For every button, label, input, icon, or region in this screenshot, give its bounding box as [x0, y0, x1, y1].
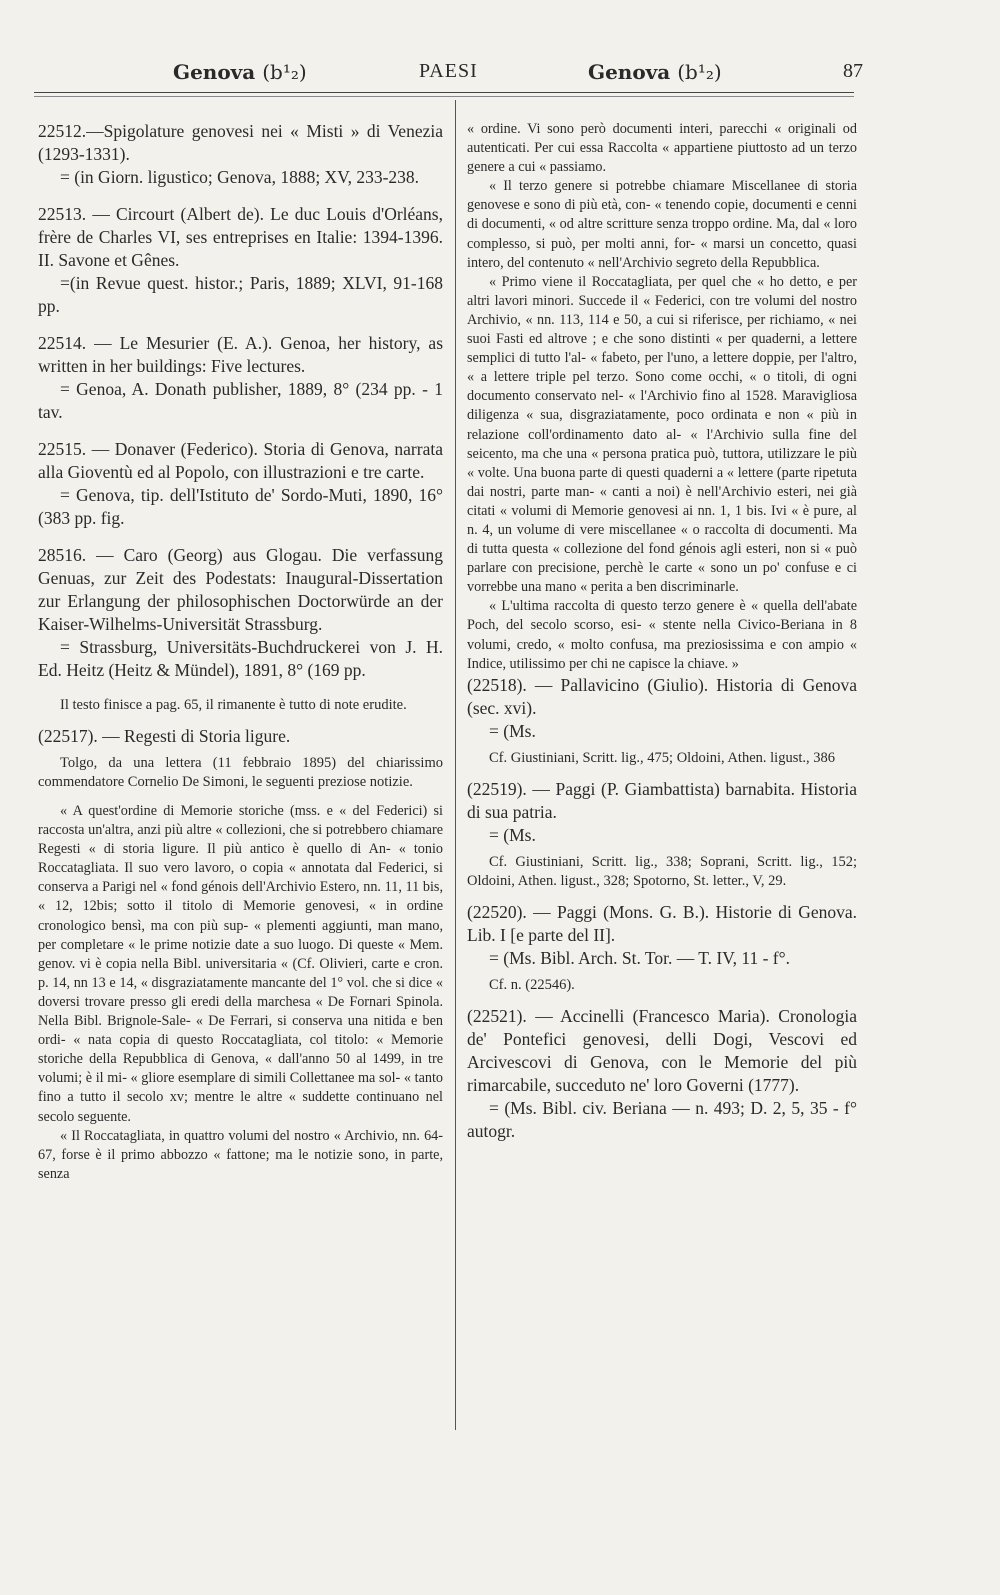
- entry-text: (22518). — Pallavicino (Giulio). Historia di Genova (sec. xvi).: [467, 674, 857, 718]
- page-number: 87: [843, 60, 863, 82]
- header-right-title: Genova (b¹₂): [588, 60, 722, 84]
- entry-publication: = (Ms. Bibl. civ. Beriana — n. 493; D. 2, 5, 35 - f° autogr.: [467, 1097, 857, 1141]
- entry-22519: [467, 778, 857, 847]
- header-center: PAESI: [419, 60, 478, 82]
- entry-publication: = Genoa, A. Donath publisher, 1889, 8° (234 pp. - 1 tav.: [38, 379, 443, 422]
- entry-22517: [38, 725, 443, 748]
- column-divider: [455, 100, 456, 1430]
- running-header: [40, 60, 863, 90]
- entry-text: 22512.—Spigolature genovesi nei « Misti » di Venezia (1293-1331).: [38, 121, 443, 164]
- right-column: [467, 120, 857, 1157]
- entry-text: (22520). — Paggi (Mons. G. B.). Historie di Genova. Lib. I [e parte del II].: [467, 901, 857, 945]
- entry-text: (22519). — Paggi (P. Giambattista) barnabita. Historia di sua patria.: [467, 778, 857, 822]
- entry-text: 22513. — Circourt (Albert de). Le duc Louis d'Orléans, frère de Charles VI, ses entreprises en Italie: 1394-1396. II. Savone et Gênes.: [38, 204, 443, 270]
- entry-publication: =(in Revue quest. histor.; Paris, 1889; XLVI, 91-168 pp.: [38, 273, 443, 316]
- quote-paragraph: « A quest'ordine di Memorie storiche (mss. e « del Federici) si raccosta un'altra, anzi più altre « collezioni, che si potrebbero chiamare Regesti « di storia ligure. Il più antico è quello di An- « tonio Roccatagliata. Il suo vero lavoro, o copia « annotata dal Federici, si conserva a Parigi nel « fond génois dell'Archivio Estero, nn. 11, 11 bis, « 12, 12bis; sotto il titolo di Memorie genovesi, « in ordine cronologico bensì, ma con più sup- « plementi aggiunti, man mano, per completare « le prime notizie date a suo luogo. Di queste « Mem. genov. vi è copia nella Bibl. universitaria « (Cf. Olivieri, carte e cron. p. 14, nn 13 e 14, « disgraziatamente mancante del 1° vol. che si dice « doversi trovare presso gli eredi della marchesa « De Fornari Spinola. Nella Bibl. Brignole-Sale- « De Ferrari, si conserva una nitida e ben ordi- « nata copia di questo Roccatagliata, col titolo: « Memorie storiche della Repubblica di Genova, « dall'anno 50 al 1499, in tre volumi; è il mi- « gliore esemplare di simili Collettanee ma sol- « tanto fino a tutto il secolo xv; mentre le altre « suddette continuano nel secolo seguente.: [38, 803, 443, 1125]
- header-rule: [34, 92, 854, 93]
- entry-text: 22515. — Donaver (Federico). Storia di Genova, narrata alla Gioventù ed al Popolo, con illustrazioni e tre carte.: [38, 439, 443, 482]
- entry-note: Il testo finisce a pag. 65, il rimanente è tutto di note erudite.: [60, 697, 407, 713]
- quote-paragraph: « Il terzo genere si potrebbe chiamare Miscellanee di storia genovese e sono di più età, con- « tenendo copie, documenti e cenni di documenti, « od altre scritture senza troppo ordine. Ma, dal « loro complesso, si può, per molti anni, for- « marsi un concetto, quasi intero, del contenuto « nell'Archivio segreto della Repubblica.: [467, 178, 857, 271]
- header-left-title: Genova (b¹₂): [173, 60, 307, 84]
- entry-publication: = (in Giorn. ligustico; Genova, 1888; XV, 233-238.: [60, 167, 420, 187]
- entry-text: 28516. — Caro (Georg) aus Glogau. Die verfassung Genuas, zur Zeit des Podestats: Inaugural-Dissertation zur Erlangung der philosophischen Doctorwürde an der Kaiser-Wilhelms-Universität Strassburg.: [38, 545, 443, 634]
- entry-publication: = Genova, tip. dell'Istituto de' Sordo-Muti, 1890, 16° (383 pp. fig.: [38, 485, 443, 528]
- entry-28516: [38, 544, 443, 682]
- entry-note: Cf. Giustiniani, Scritt. lig., 338; Soprani, Scritt. lig., 152; Oldoini, Athen. ligust., 328; Spotorno, St. letter., V, 29.: [467, 853, 857, 889]
- quote-paragraph: « Primo viene il Roccatagliata, per quel che « ho detto, e per altri lavori minori. Succede il « Federici, con tre volumi del nostro Archivio, « nn. 113, 114 e 50, a cui si riferisce, per richiamo, « nei suoi Fasti ed altrove ; e che sono distinti « per quaderni, a lettere semplici di tutto l'al- « fabeto, per l'uno, a lettere doppie, per l'altro, « a lettere triple pel terzo. Sono come occhi, « o titoli, di ogni documento conservato nel- « l'Archivio fino al 1528. Maravigliosa diligenza « sua, disgraziatamente, poco ordinata e non « più in relazione coll'ordinamento dato al- « l'Archivio sulla fine del seicento, ma che una « persona pratica può, tuttora, utilizzare le più « volte. Una buona parte di questi quaderni a « lettere (parte ripetuta dai nostri, parte man- « canti a noi) è nell'Archivio esteri, nei già citati « volumi di Memorie genovesi ai nn. 1, 1 bis. Ivi « è pure, al n. 4, un volume di vere miscellanee « o raccolta di documenti. Ma di tutta questa « collezione del fond génois agli esteri, non si « può parlare con precisione, perchè le carte « sono un po' confuse e ci vorrebbe una mano « perita a ben discriminarle.: [467, 273, 857, 596]
- entry-22513: [38, 203, 443, 318]
- entry-note: Cf. Giustiniani, Scritt. lig., 475; Oldoini, Athen. ligust., 386: [489, 749, 835, 766]
- quote-paragraph: « L'ultima raccolta di questo terzo genere è « quella dell'abate Poch, del secolo scorso, esi- « stente nella Civico-Beriana in 8 volumi, credo, « molto confusa, ma preziosissima e con ampio « Indice, utilissimo per chi ne capisce la chiave. »: [467, 598, 857, 672]
- entry-text: 22514. — Le Mesurier (E. A.). Genoa, her history, as written in her buildings: Five lectures.: [38, 333, 443, 376]
- header-rule-thin: [34, 96, 854, 97]
- entry-publication: = (Ms.: [489, 720, 536, 741]
- entry-text: (22517). — Regesti di Storia ligure.: [38, 726, 291, 746]
- quote-paragraph: « Il Roccatagliata, in quattro volumi del nostro « Archivio, nn. 64-67, forse è il primo abbozzo « fattone; ma le notizie sono, in parte, senza: [38, 1127, 443, 1182]
- entry-intro: Tolgo, da una lettera (11 febbraio 1895) del chiarissimo commendatore Cornelio De Simoni, le seguenti preziose notizie.: [38, 755, 443, 790]
- quote-block: [467, 120, 857, 674]
- entry-publication: = (Ms.: [489, 824, 536, 845]
- entry-note: Cf. n. (22546).: [489, 976, 575, 993]
- entry-22515: [38, 438, 443, 530]
- entry-22521: [467, 1005, 857, 1143]
- entry-22512: [38, 120, 443, 189]
- left-column: [38, 120, 443, 1184]
- quote-block: [38, 802, 443, 1184]
- entry-22514: [38, 332, 443, 424]
- entry-text: (22521). — Accinelli (Francesco Maria). Cronologia de' Pontefici genovesi, delli Dogi, Vescovi ed Arcivescovi di Genova, con le Memorie del più rimarcabile, succeduto ne' loro Governi (1777).: [467, 1005, 857, 1095]
- entry-22518: [467, 674, 857, 743]
- entry-publication: = (Ms. Bibl. Arch. St. Tor. — T. IV, 11 - f°.: [489, 947, 791, 968]
- entry-22520: [467, 901, 857, 970]
- entry-publication: = Strassburg, Universitäts-Buchdruckerei von J. H. Ed. Heitz (Heitz & Mündel), 1891, 8° (169 pp.: [38, 637, 443, 680]
- quote-paragraph: « ordine. Vi sono però documenti interi, parecchi « originali od autenticati. Per cui essa Raccolta « appartiene piuttosto ad un terzo genere a cui « passiamo.: [467, 121, 857, 176]
